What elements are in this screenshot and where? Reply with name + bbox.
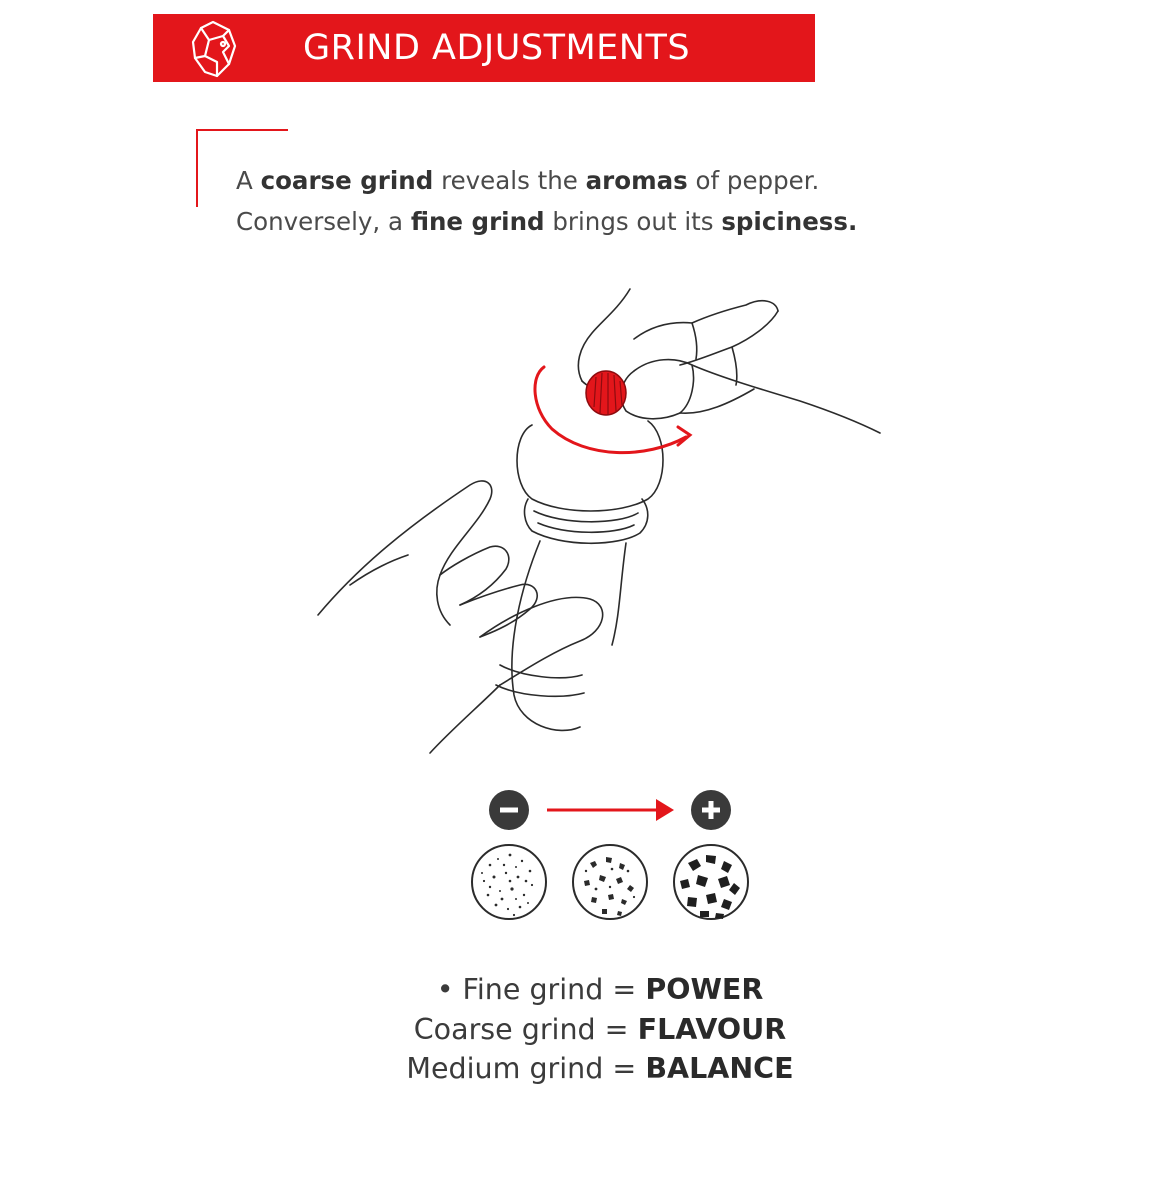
grind-legend: [300, 970, 900, 1089]
legend-row-medium: Medium grind = BALANCE: [406, 1052, 794, 1085]
fine-grind-sample-icon: [472, 845, 546, 919]
arrow-right-icon: [547, 799, 674, 821]
medium-grind-sample-icon: [573, 845, 647, 919]
intro-line-2: Conversely, a fine grind brings out its spiciness.: [236, 207, 858, 236]
section-banner: [153, 14, 815, 82]
legend-row-coarse: Coarse grind = FLAVOUR: [413, 1012, 787, 1046]
legend-row-fine: • Fine grind = POWER: [436, 973, 764, 1006]
hand-turning-pepper-mill-knob-icon: [300, 285, 900, 765]
page-title: GRIND ADJUSTMENTS: [303, 28, 691, 68]
intro-line-1: A coarse grind reveals the aromas of pepper.: [236, 166, 820, 195]
lion-head-logo-icon: [183, 18, 243, 80]
intro-text: [236, 160, 956, 242]
plus-icon: [691, 790, 731, 830]
minus-icon: [489, 790, 529, 830]
grind-scale: [460, 785, 760, 935]
coarse-grind-sample-icon: [674, 845, 748, 919]
